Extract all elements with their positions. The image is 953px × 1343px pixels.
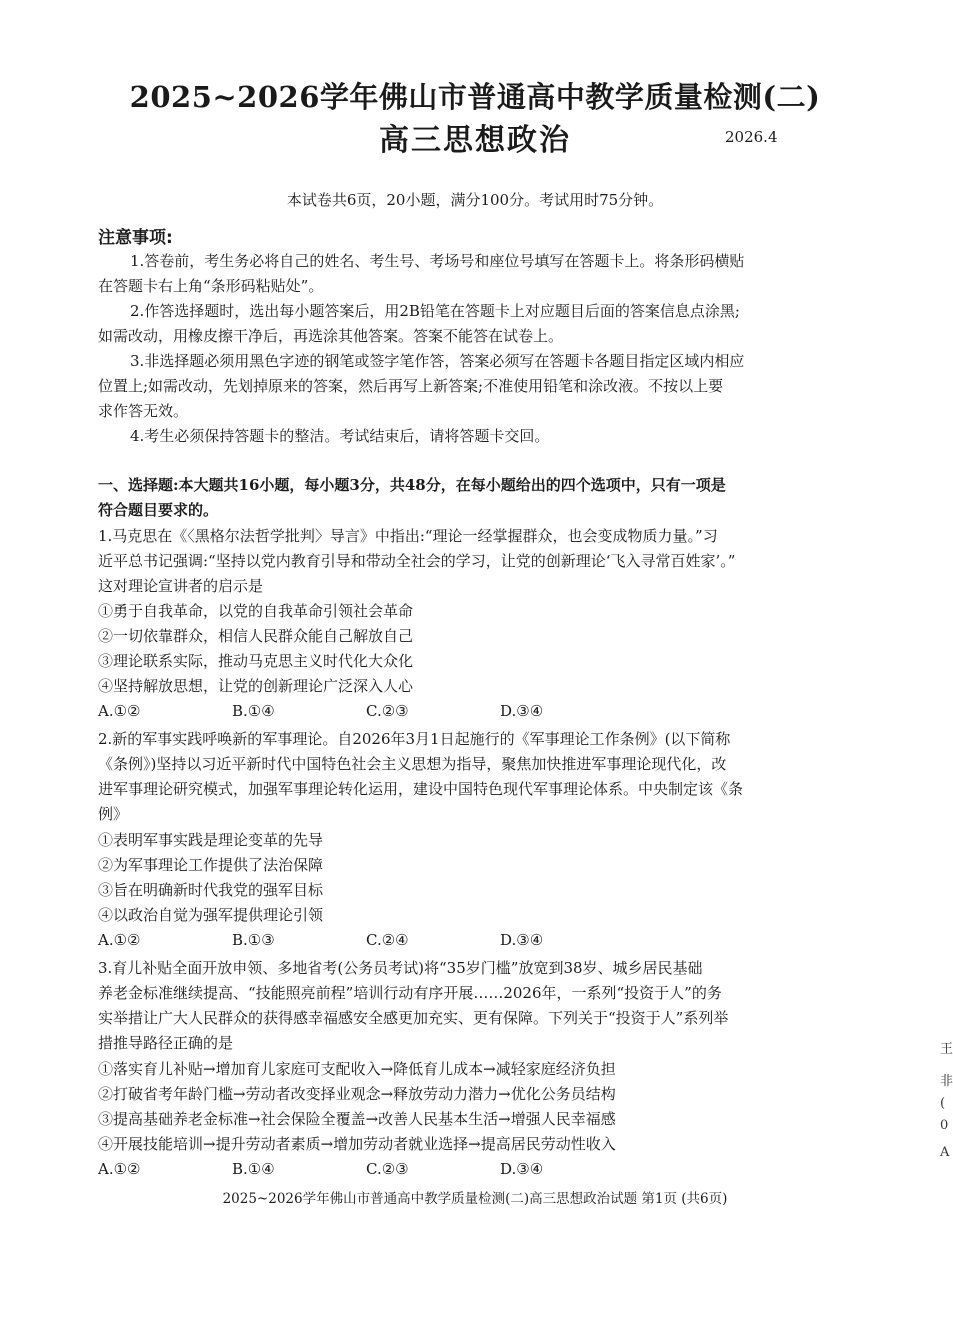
q1-option-d: D.③④	[500, 702, 544, 720]
edge-mark: A	[940, 1145, 950, 1160]
edge-mark: 王	[940, 1042, 953, 1057]
q1-stem-line: 近平总书记强调:“坚持以党内教育引导和带动全社会的学习，让党的创新理论‘飞入寻常百姓家’。”	[98, 552, 736, 570]
edge-mark: 非	[940, 1074, 953, 1089]
q1-option-b: B.①④	[232, 702, 275, 720]
q2-option-b: B.①③	[232, 931, 275, 949]
q3-item: ①落实育儿补贴→增加育儿家庭可支配收入→降低育儿成本→减轻家庭经济负担	[98, 1060, 616, 1078]
exam-intro: 本试卷共6页，20小题，满分100分。考试用时75分钟。	[286, 191, 664, 209]
q1-item: ④坚持解放思想，让党的创新理论广泛深入人心	[98, 677, 414, 695]
q3-stem-line: 养老金标准继续提高、“技能照亮前程”培训行动有序开展……2026年，一系列“投资于人”的务	[98, 984, 722, 1002]
section-heading: 一、选择题:本大题共16小题，每小题3分，共48分，在每小题给出的四个选项中，只有一项是	[98, 476, 726, 494]
notice-line: 求作答无效。	[98, 402, 189, 420]
q2-option-d: D.③④	[500, 931, 544, 949]
exam-title: 2025~2026学年佛山市普通高中教学质量检测(二)	[129, 80, 821, 114]
q1-item: ②一切依靠群众，相信人民群众能自己解放自己	[98, 627, 414, 645]
notice-line: 1.答卷前，考生务必将自己的姓名、考生号、考场号和座位号填写在答题卡上。将条形码横贴	[130, 252, 745, 270]
q1-item: ③理论联系实际，推动马克思主义时代化大众化	[98, 652, 414, 670]
exam-date: 2026.4	[725, 128, 778, 146]
q1-stem-line: 1.马克思在《〈黑格尔法哲学批判〉导言》中指出:“理论一经掌握群众，也会变成物质力量。”习	[98, 527, 718, 545]
q1-option-c: C.②③	[366, 702, 409, 720]
q2-item: ④以政治自觉为强军提供理论引领	[98, 906, 324, 924]
q2-stem-line: 《条例》)坚持以习近平新时代中国特色社会主义思想为指导，聚焦加快推进军事理论现代化，改	[98, 755, 727, 773]
q3-option-d: D.③④	[500, 1160, 544, 1178]
q2-item: ①表明军事实践是理论变革的先导	[98, 831, 324, 849]
q3-option-c: C.②③	[366, 1160, 409, 1178]
q2-stem-line: 2.新的军事实践呼唤新的军事理论。自2026年3月1日起施行的《军事理论工作条例》(以下简称	[98, 730, 731, 748]
q1-item: ①勇于自我革命，以党的自我革命引领社会革命	[98, 602, 414, 620]
edge-mark: (	[940, 1096, 946, 1111]
edge-mark: 0	[940, 1118, 949, 1133]
q1-stem-line: 这对理论宣讲者的启示是	[98, 577, 264, 595]
notice-line: 3.非选择题必须用黑色字迹的钢笔或签字笔作答，答案必须写在答题卡各题目指定区域内相应	[130, 352, 745, 370]
q3-stem-line: 3.育儿补贴全面开放申领、多地省考(公务员考试)将“35岁门槛”放宽到38岁、城乡居民基础	[98, 959, 703, 977]
notice-heading: 注意事项:	[98, 228, 173, 248]
notice-line: 位置上;如需改动，先划掉原来的答案，然后再写上新答案;不准使用铅笔和涂改液。不按以上要	[98, 377, 724, 395]
q2-option-c: C.②④	[366, 931, 409, 949]
q3-item: ④开展技能培训→提升劳动者素质→增加劳动者就业选择→提高居民劳动性收入	[98, 1135, 616, 1153]
q3-item: ③提高基础养老金标准→社会保险全覆盖→改善人民基本生活→增强人民幸福感	[98, 1110, 616, 1128]
section-heading: 符合题目要求的。	[98, 501, 219, 519]
q2-item: ③旨在明确新时代我党的强军目标	[98, 881, 324, 899]
q3-option-b: B.①④	[232, 1160, 275, 1178]
notice-line: 2.作答选择题时，选出每小题答案后，用2B铅笔在答题卡上对应题目后面的答案信息点涂黑;	[130, 302, 740, 320]
page-footer: 2025~2026学年佛山市普通高中教学质量检测(二)高三思想政治试题 第1页 (共6页)	[222, 1191, 728, 1207]
q3-stem-line: 措推导路径正确的是	[98, 1034, 234, 1052]
notice-line: 在答题卡右上角“条形码粘贴处”。	[98, 277, 324, 295]
notice-line: 4.考生必须保持答题卡的整洁。考试结束后，请将答题卡交回。	[130, 427, 550, 445]
q3-stem-line: 实举措让广大人民群众的获得感幸福感安全感更加充实、更有保障。下列关于“投资于人”系列举	[98, 1009, 729, 1027]
notice-line: 如需改动，用橡皮擦干净后，再选涂其他答案。答案不能答在试卷上。	[98, 327, 564, 345]
q3-item: ②打破省考年龄门槛→劳动者改变择业观念→释放劳动力潜力→优化公务员结构	[98, 1085, 616, 1103]
q3-option-a: A.①②	[98, 1160, 141, 1178]
q2-item: ②为军事理论工作提供了法治保障	[98, 856, 324, 874]
q2-stem-line: 进军事理论研究模式，加强军事理论转化运用，建设中国特色现代军事理论体系。中央制定该《条	[98, 780, 744, 798]
q2-stem-line: 例》	[98, 805, 129, 823]
subject-title: 高三思想政治	[379, 123, 571, 158]
q2-option-a: A.①②	[98, 931, 141, 949]
q1-option-a: A.①②	[98, 702, 141, 720]
